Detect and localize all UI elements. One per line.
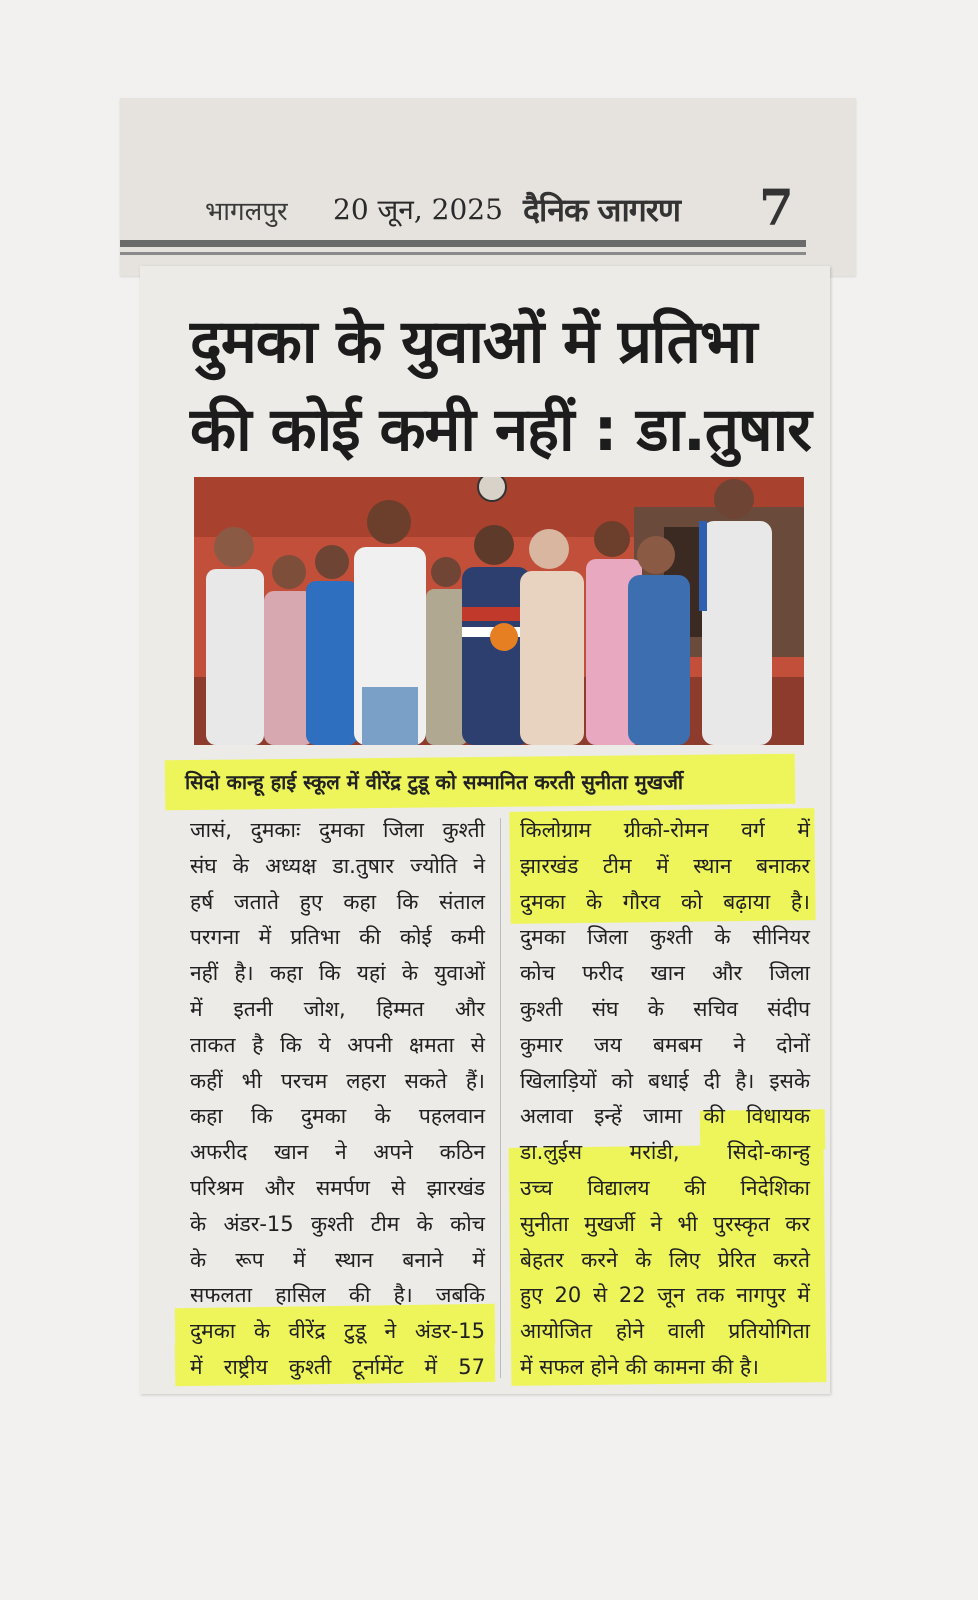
col2-line: कुश्ती संघ के सचिव संदीप: [520, 996, 810, 1021]
col1-line: परिश्रम और समर्पण से झारखंड: [190, 1175, 485, 1200]
col1-line: संघ के अध्यक्ष डा.तुषार ज्योति ने: [190, 853, 485, 878]
col1-line: के अंडर-15 कुश्ती टीम के कोच: [190, 1211, 485, 1236]
article-headline: [190, 298, 810, 474]
col1-line: जासं, दुमकाः दुमका जिला कुश्ती: [190, 818, 485, 842]
col2-line: हुए 20 से 22 जून तक नागपुर में: [520, 1283, 810, 1308]
masthead-page-number: 7: [759, 178, 794, 237]
masthead-date: 20 जून, 2025: [333, 193, 503, 226]
col1-line: में राष्ट्रीय कुश्ती टूर्नामेंट में 57: [190, 1354, 485, 1379]
article-column-1: [190, 813, 485, 1386]
headline-line-1: दुमका के युवाओं में प्रतिभा: [190, 307, 757, 377]
masthead-paper-name: दैनिक जागरण: [523, 191, 681, 229]
col1-line: सफलता हासिल की है। जबकि: [190, 1283, 485, 1308]
col1-line: में इतनी जोश, हिम्मत और: [190, 996, 485, 1021]
col1-line: ताकत है कि ये अपनी क्षमता से: [190, 1032, 485, 1057]
col2-line: में सफल होने की कामना की है।: [520, 1354, 759, 1379]
masthead-strip: [120, 98, 856, 276]
masthead-rule-thick: [120, 240, 806, 247]
col1-line: अफरीद खान ने अपने कठिन: [190, 1140, 485, 1165]
masthead-rule-thin: [120, 252, 806, 255]
col2-line: उच्च विद्यालय की निदेशिका: [520, 1175, 810, 1200]
col2-line: अलावा इन्हें जामा की विधायक: [520, 1104, 810, 1129]
col2-line: झारखंड टीम में स्थान बनाकर: [520, 853, 810, 878]
article-photo: [194, 477, 804, 745]
col2-line: कुमार जय बमबम ने दोनों: [520, 1032, 810, 1057]
col2-line: कोच फरीद खान और जिला: [520, 961, 810, 986]
col2-line: दुमका जिला कुश्ती के सीनियर: [520, 925, 810, 950]
col1-line: हर्ष जताते हुए कहा कि संताल: [190, 889, 485, 914]
col2-line: डा.लुईस मरांडी, सिदो-कान्हु: [520, 1140, 810, 1165]
col2-line: दुमका के गौरव को बढ़ाया है।: [520, 889, 810, 914]
col1-line: कहीं भी परचम लहरा सकते हैं।: [190, 1068, 485, 1093]
col1-line: दुमका के वीरेंद्र टुडू ने अंडर-15: [190, 1319, 485, 1344]
col1-line: कहा कि दुमका के पहलवान: [190, 1104, 485, 1129]
group-photo-illustration: [194, 477, 804, 745]
masthead: [205, 178, 805, 238]
col2-line: बेहतर करने के लिए प्रेरित करते: [520, 1247, 810, 1272]
headline-line-2: की कोई कमी नहीं : डा.तुषार: [190, 395, 811, 465]
col1-line: के रूप में स्थान बनाने में: [190, 1247, 485, 1272]
col2-line: सुनीता मुखर्जी ने भी पुरस्कृत कर: [520, 1211, 810, 1236]
photo-caption: सिदो कान्हू हाई स्कूल में वीरेंद्र टुडू को सम्मानित करती सुनीता मुखर्जी: [185, 770, 684, 794]
col1-line: नहीं है। कहा कि यहां के युवाओं: [190, 961, 485, 986]
masthead-city: भागलपुर: [205, 197, 288, 227]
article-column-2: [520, 813, 810, 1386]
col2-line: आयोजित होने वाली प्रतियोगिता: [520, 1319, 810, 1344]
col2-line: खिलाड़ियों को बधाई दी है। इसके: [520, 1068, 810, 1093]
col1-line: परगना में प्रतिभा की कोई कमी: [190, 925, 485, 950]
column-divider: [500, 818, 501, 1378]
col2-line: किलोग्राम ग्रीको-रोमन वर्ग में: [520, 818, 810, 842]
